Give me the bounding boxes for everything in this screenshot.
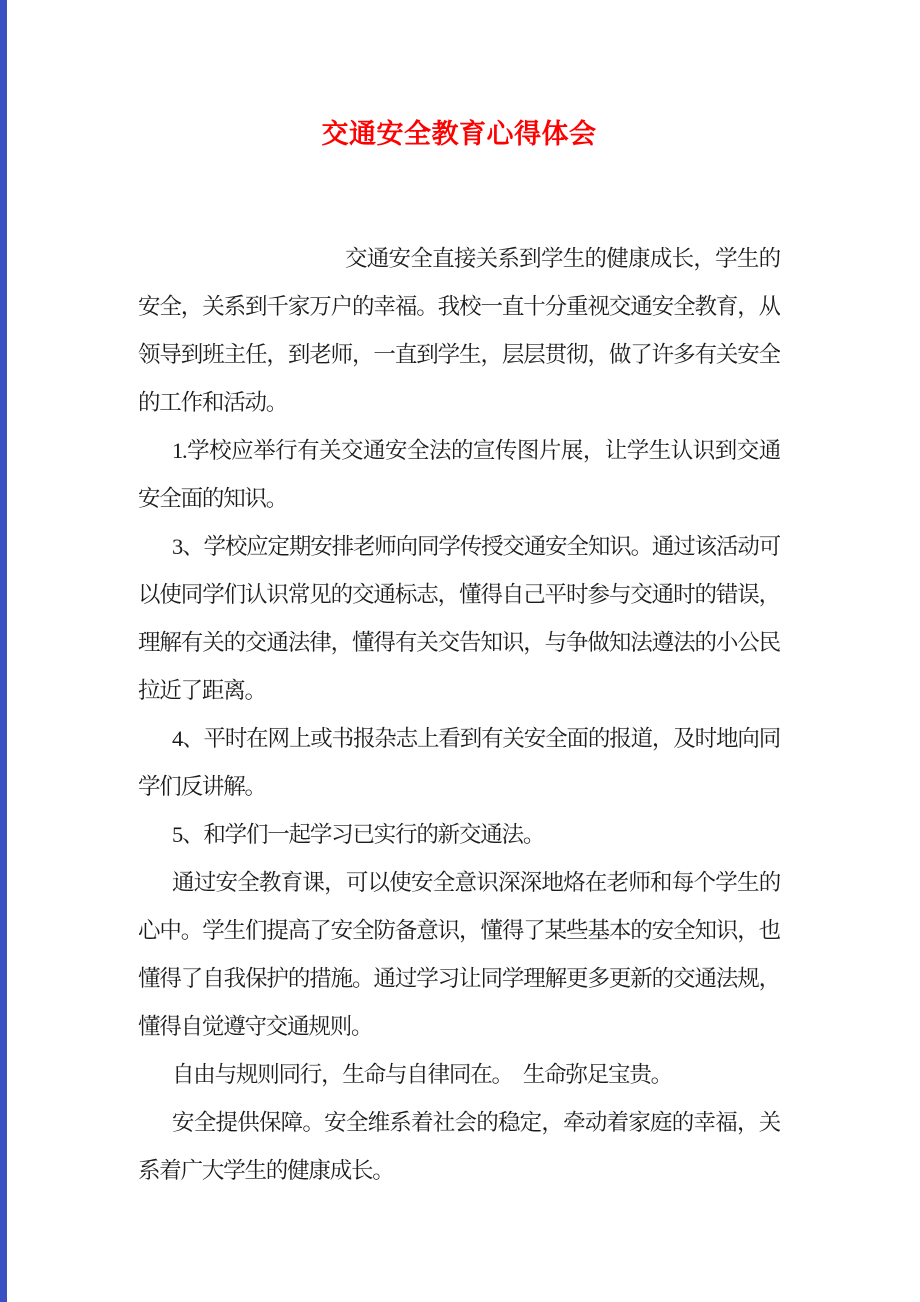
text-line: 的工作和活动。 [138,390,288,415]
paragraph [138,715,780,811]
text-line: 领导到班主任，到老师，一直到学生，层层贯彻，做了许多有关安全 [138,342,780,367]
paragraph [138,859,780,1051]
text-line: 学们反讲解。 [138,774,266,799]
text-line: 理解有关的交通法律，懂得有关交告知识，与争做知法遵法的小公民 [138,630,780,655]
text-line: 安全面的知识。 [138,486,288,511]
text-line: 5、和学们一起学习已实行的新交通法。 [172,822,545,847]
text-line: 懂得了自我保护的措施。通过学习让同学理解更多更新的交通法规， [138,966,780,991]
text-line: 懂得自觉遵守交通规则。 [138,1014,373,1039]
page-left-border [0,0,7,1302]
text-line: 通过安全教育课，可以使安全意识深深地烙在老师和每个学生的 [172,870,780,895]
text-line: 1.学校应举行有关交通安全法的宣传图片展，让学生认识到交通 [172,438,780,463]
text-line: 自由与规则同行，生命与自律同在。 生命弥足宝贵。 [172,1062,672,1087]
text-line: 4、平时在网上或书报杂志上看到有关安全面的报道，及时地向同 [172,726,780,751]
text-line: 拉近了距离。 [138,678,266,703]
text-line: 安全提供保障。安全维系着社会的稳定，牵动着家庭的幸福，关 [172,1110,780,1135]
paragraph [138,427,780,523]
text-line: 系着广大学生的健康成长。 [138,1158,394,1183]
text-line: 交通安全直接关系到学生的健康成长，学生的 [345,246,780,271]
paragraph [138,811,780,859]
paragraph [138,1099,780,1195]
paragraph [138,235,780,427]
text-line: 以使同学们认识常见的交通标志，懂得自己平时参与交通时的错误， [138,582,780,607]
paragraph [138,523,780,715]
text-line: 心中。学生们提高了安全防备意识，懂得了某些基本的安全知识，也 [138,918,780,943]
document-body [138,0,780,1195]
text-line: 安全，关系到千家万户的幸福。我校一直十分重视交通安全教育，从 [138,294,780,319]
text-line: 3、学校应定期安排老师向同学传授交通安全知识。通过该活动可 [172,534,780,559]
paragraph [138,1051,780,1099]
document-title: 交通安全教育心得体会 [321,119,597,149]
